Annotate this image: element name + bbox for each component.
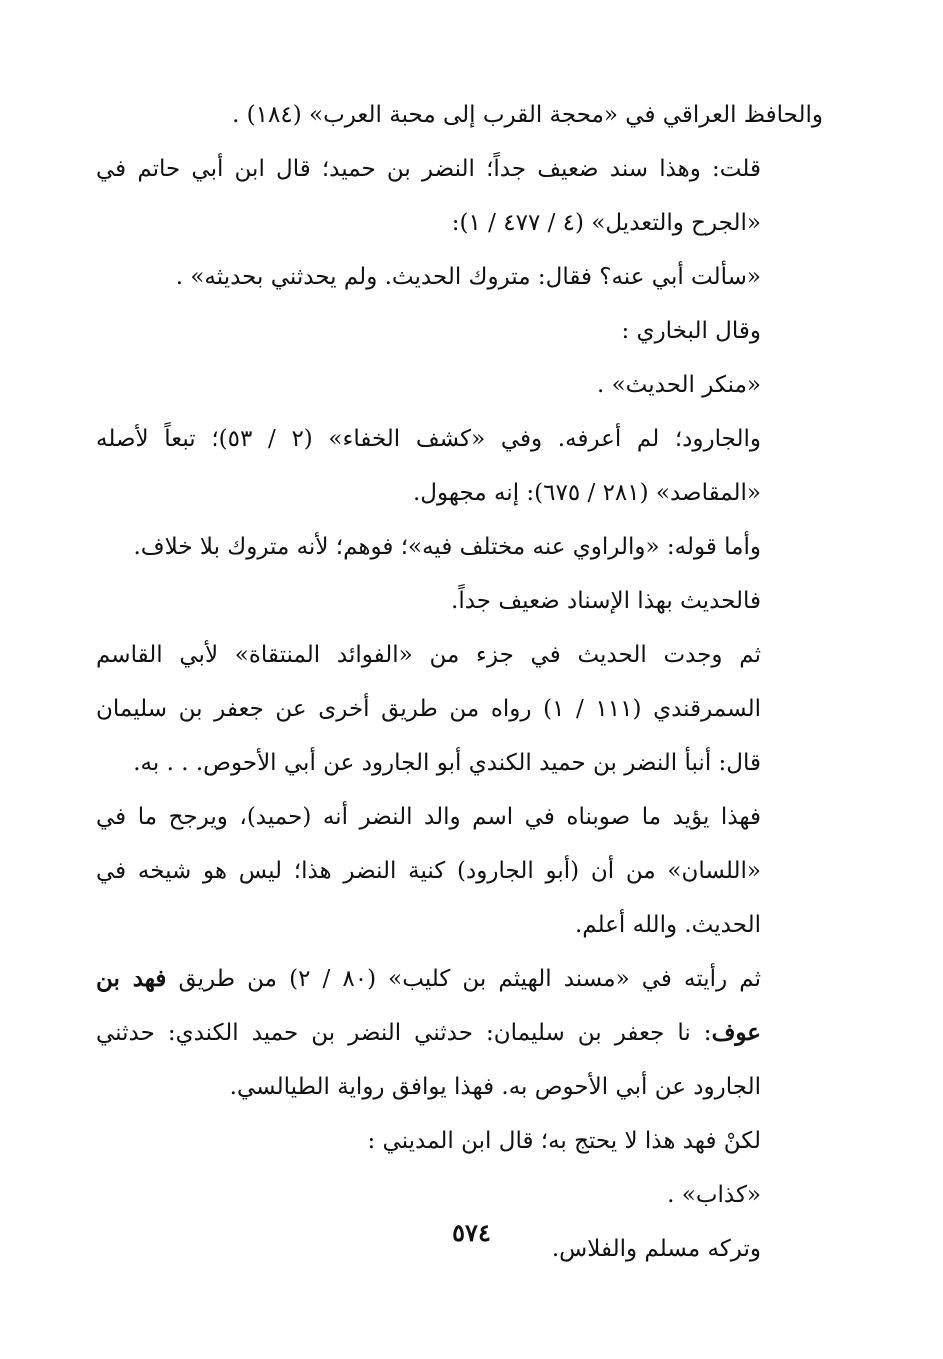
paragraph-12: لكنْ فهد هذا لا يحتج به؛ قال ابن المديني : — [367, 1128, 761, 1154]
paragraph-1: والحافظ العراقي في «محجة القرب إلى محبة العرب» (١٨٤) . — [232, 102, 823, 128]
paragraph-10: فهذا يؤيد ما صوبناه في اسم والد النضر أنه (حميد)، ويرجح ما في «اللسان» من أن (أبو الجارود) كنية النضر هذا؛ ليس هو شيخه في الحديث. والله أعلم. — [96, 804, 761, 938]
paragraph-9: ثم وجدت الحديث في جزء من «الفوائد المنتقاة» لأبي القاسم السمرقندي (١١١ / ١) رواه من طريق أخرى عن جعفر بن سليمان قال: أنبأ النضر بن حميد الكندي أبو الجارود عن أبي الأحوص. . . به. — [96, 642, 761, 776]
main-text — [96, 88, 823, 1276]
paragraph-11-end: : نا جعفر بن سليمان: حدثني النضر بن حميد الكندي: حدثني الجارود عن أبي الأحوص به. فهذا يوافق رواية الطيالسي. — [96, 1020, 761, 1100]
paragraph-2: قلت: وهذا سند ضعيف جداً؛ النضر بن حميد؛ قال ابن أبي حاتم في «الجرح والتعديل» (٤ / ٤٧٧ / ١): — [96, 156, 761, 236]
paragraph-4: وقال البخاري : — [621, 318, 761, 344]
paragraph-5: «منكر الحديث» . — [596, 372, 761, 398]
paragraph-3: «سألت أبي عنه؟ فقال: متروك الحديث. ولم يحدثني بحديثه» . — [175, 264, 761, 290]
paragraph-13: «كذاب» . — [667, 1182, 761, 1208]
paragraph-11-start: ثم رأيته في «مسند الهيثم بن كليب» (٨٠ / ٢) من طريق — [166, 966, 761, 992]
paragraph-7: وأما قوله: «والراوي عنه مختلف فيه»؛ فوهم؛ لأنه متروك بلا خلاف. — [133, 534, 761, 560]
paragraph-6: والجارود؛ لم أعرفه. وفي «كشف الخفاء» (٢ / ٥٣)؛ تبعاً لأصله «المقاصد» (٢٨١ / ٦٧٥): إنه مجهول. — [96, 426, 761, 506]
paragraph-11 — [96, 952, 823, 1114]
paragraph-14: وتركه مسلم والفلاس. — [551, 1236, 761, 1262]
page-number: ٥٧٤ — [452, 1218, 491, 1247]
paragraph-8: فالحديث بهذا الإسناد ضعيف جداً. — [451, 588, 761, 614]
paragraph-11-bold-name: فهد بن عوف — [96, 965, 762, 1046]
